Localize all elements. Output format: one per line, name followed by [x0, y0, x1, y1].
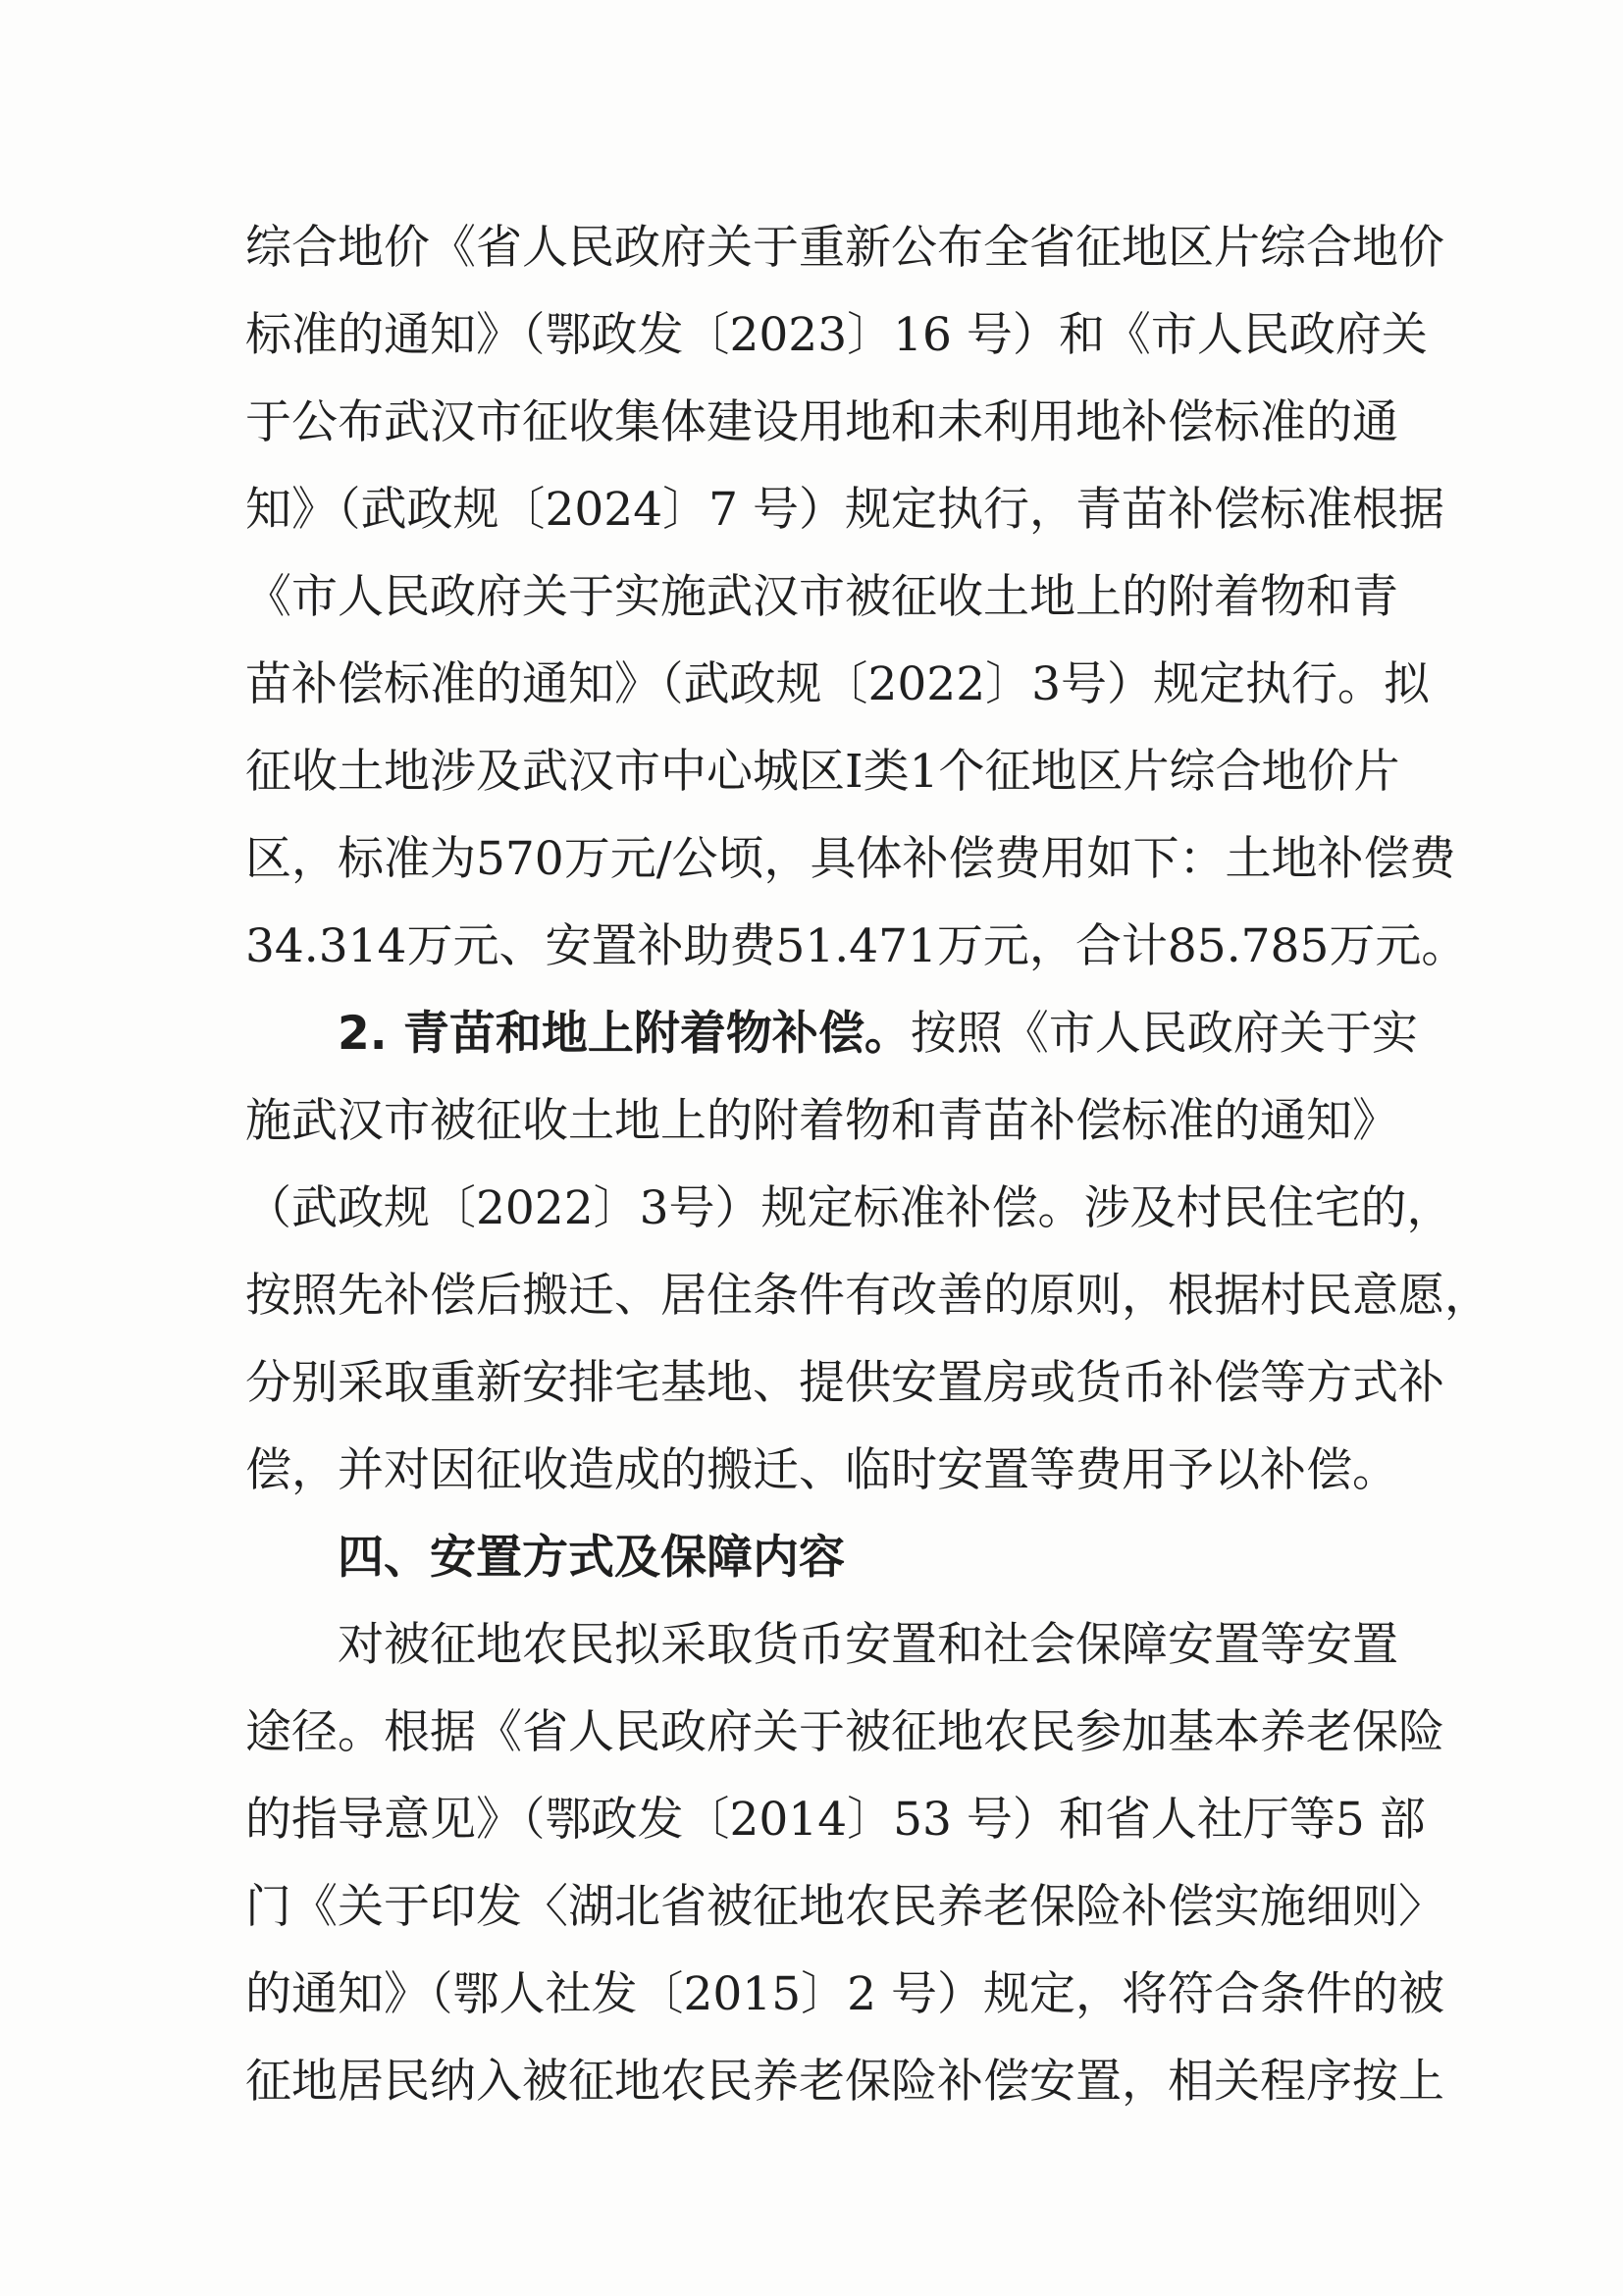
item-2-first-line-text: 按照《市人民政府关于实 [910, 1007, 1418, 1061]
item-2-title: 2. 青苗和地上附着物补偿。 [338, 1007, 911, 1061]
paragraph-line: 标准的通知》（鄂政发〔2023〕16 号）和《市人民政府关 [245, 308, 1428, 362]
paragraph-line: 34.314万元、安置补助费51.471万元，合计85.785万元。 [245, 919, 1468, 973]
item-2-first-line [245, 990, 1418, 1077]
paragraph-line: （武政规〔2022〕3号）规定标准补偿。涉及村民住宅的， [245, 1181, 1453, 1235]
paragraph-line: 偿，并对因征收造成的搬迁、临时安置等费用予以补偿。 [245, 1443, 1398, 1497]
paragraph-line: 的通知》（鄂人社发〔2015〕2 号）规定，将符合条件的被 [245, 1967, 1444, 2021]
section-4-paragraph [245, 1601, 1444, 2125]
paragraph-line: 征地居民纳入被征地农民养老保险补偿安置，相关程序按上 [245, 2055, 1444, 2109]
paragraph-line: 的指导意见》（鄂政发〔2014〕53 号）和省人社厅等5 部 [245, 1793, 1426, 1847]
paragraph-line: 分别采取重新安排宅基地、提供安置房或货币补偿等方式补 [245, 1356, 1444, 1410]
section-4-heading: 四、安置方式及保障内容 [338, 1531, 845, 1585]
paragraph-line: 综合地价《省人民政府关于重新公布全省征地区片综合地价 [245, 221, 1444, 275]
paragraph-line: 途径。根据《省人民政府关于被征地农民参加基本养老保险 [245, 1705, 1444, 1759]
paragraph-line: 《市人民政府关于实施武汉市被征收土地上的附着物和青 [245, 570, 1398, 624]
paragraph-line: 知》（武政规〔2024〕7 号）规定执行，青苗补偿标准根据 [245, 483, 1444, 537]
paragraph-line: 按照先补偿后搬迁、居住条件有改善的原则，根据村民意愿， [245, 1269, 1491, 1323]
item-2-paragraph [245, 990, 1491, 1514]
paragraph-line: 门《关于印发〈湖北省被征地农民养老保险补偿实施细则〉 [245, 1880, 1444, 1934]
paragraph-line: 苗补偿标准的通知》（武政规〔2022〕3号）规定执行。拟 [245, 657, 1431, 711]
compensation-paragraph [245, 204, 1468, 990]
paragraph-line: 于公布武汉市征收集体建设用地和未利用地补偿标准的通 [245, 395, 1398, 449]
paragraph-line: 施武汉市被征收土地上的附着物和青苗补偿标准的通知》 [245, 1094, 1398, 1148]
document-body [245, 204, 1491, 2125]
paragraph-line: 对被征地农民拟采取货币安置和社会保障安置等安置 [338, 1618, 1398, 1672]
paragraph-line: 征收土地涉及武汉市中心城区I类1个征地区片综合地价片 [245, 745, 1400, 799]
paragraph-line: 区，标准为570万元/公顷，具体补偿费用如下：土地补偿费 [245, 832, 1456, 886]
